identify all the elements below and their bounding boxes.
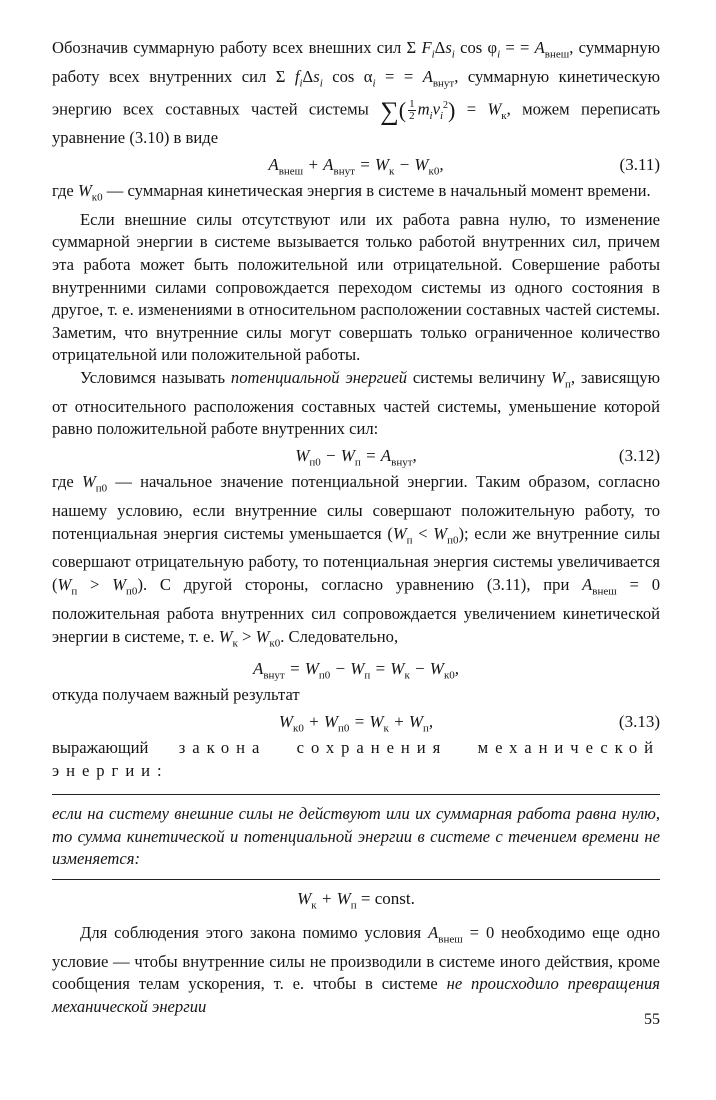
divider-top xyxy=(52,794,660,795)
fraction: $\frac{1}{2}$ xyxy=(409,98,415,123)
paragraph-2: где $W_{к0}$ — суммарная кинетическая энергия в системе в начальный момент времени. xyxy=(52,180,651,204)
text-column xyxy=(52,37,660,1019)
equation-number: (3.13) xyxy=(618,712,660,731)
paragraph-5: где $W_{п0}$ — начальное значение потенциальной энергии. Таким образом, согласно нашему условию, если внутренние силы совершают положительную работу, то потенциальная энергия системы уменьшается $(W_п < W_{п0})$; если же внутренние силы совершают отрицательную работу, то потенциальная энергия системы увеличивается $(W_п > W_{п0})$. С другой стороны, согласно уравнению (3.11), при $A_{внеш} = 0$ положительная работа внутренних сил сопровождается увеличением кинетической энергии в системе, т. е. $W_к > W_{к0}$. Следовательно, xyxy=(52,472,660,649)
paragraph-6: откуда получаем важный результат xyxy=(52,685,300,705)
equation-3-11: $A_{внеш} + A_{внут} = W_к - W_{к0}$, (3.11) xyxy=(52,150,660,180)
equation-3-13: $W_{к0} + W_{п0} = W_к + W_п$, (3.13) xyxy=(52,707,660,737)
paragraph-1: Обозначив суммарную работу всех внешних сил Σ $F_i\Delta s_i$ $\cos \varphi_i$ = = $A_{внеш}$, суммарную работу всех внутренних сил Σ $f_i\Delta s_i$ $\cos \alpha_i$ = = $A_{внут}$, суммарную кинетическую энергию всех составных частей системы ∑( $\frac{1}{2}$ $m_iv_i^2) = W_к$, можем переписать уравнение (3.10) в виде xyxy=(52,38,661,148)
equation-3-12: $W_{п0} - W_п = A_{внут}$, (3.12) xyxy=(52,441,660,471)
equation-intermediate: $A_{внут} = W_{п0} - W_п = W_к - W_{к0}$, xyxy=(252,659,460,682)
sum-sign-icon: ∑ xyxy=(380,96,399,126)
equation-number: (3.12) xyxy=(618,446,660,465)
paragraph-3: Если внешние силы отсутствуют или их работа равна нулю, то изменение суммарной энергии в системе вызывается только работой внутренних сил, причем эта работа может быть положительной или отрицательной. Совершение работы внутренними силами сопровождается переходом системы из одного состояния в другое, т. е. изменениями в относительном расположении составных частей системы. Заметим, что внутренние силы могут совершать только ограниченное количество отрицательной или положительной работы. xyxy=(52,209,660,365)
equation-number: (3.11) xyxy=(619,154,660,174)
paragraph-4: Условимся называть потенциальной энергией системы величину $W_п$, зависящую от относительного расположения составных частей системы, уменьшение которой равно положительной работе внутренних сил: xyxy=(52,367,660,439)
equation-const: $W_к + W_п$ = const. xyxy=(297,888,415,912)
paragraph-8: Для соблюдения этого закона помимо условия $A_{внеш} = 0$ необходимо еще одно условие — чтобы внутренние силы не производили в системе иного действия, кроме сообщения телам ускорения, т. е. чтобы в системе не происходило превращения механической энергии xyxy=(52,922,660,1017)
conservation-law-statement: если на систему внешние силы не действуют или их суммарная работа равна нулю, то сумма кинетической и потенциальной энергии в системе с течением времени не изменяется: xyxy=(52,804,660,869)
paragraph-7: выражающий закона сохранения механической xyxy=(52,738,660,757)
paragraph-7-line-2: энергии: xyxy=(52,760,169,780)
page-number: 55 xyxy=(644,1011,660,1028)
divider-bottom xyxy=(52,879,660,880)
